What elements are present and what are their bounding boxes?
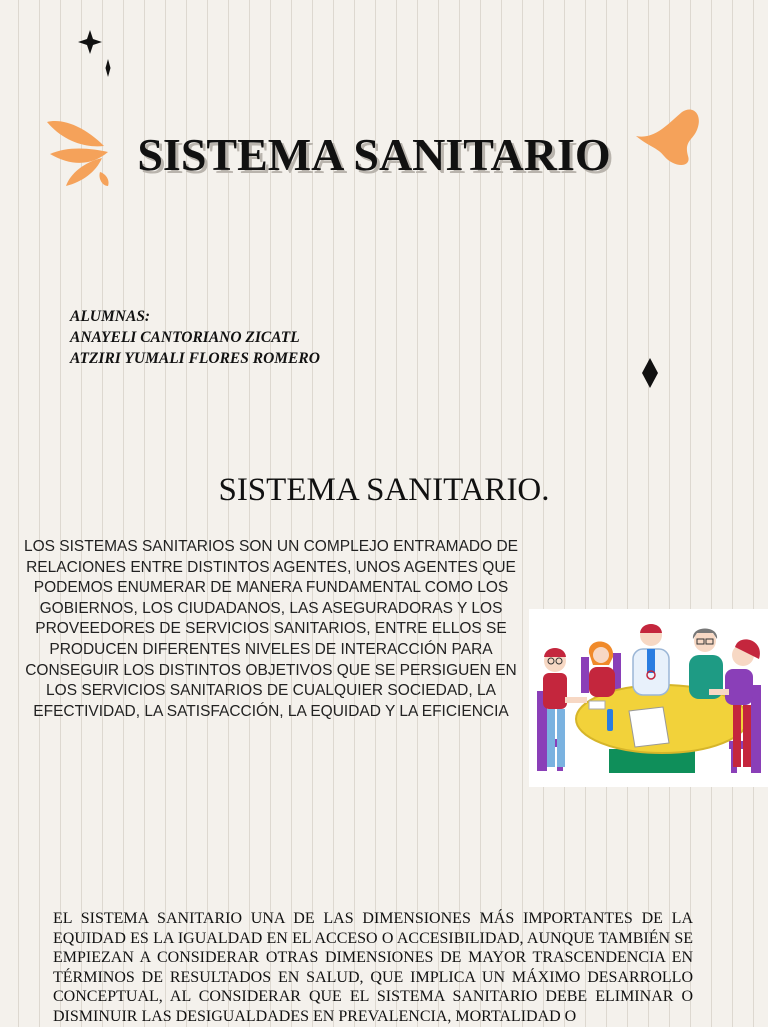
author-name: ANAYELI CANTORIANO ZICATL <box>70 329 300 346</box>
footer-paragraph: EL SISTEMA SANITARIO UNA DE LAS DIMENSIONES MÁS IMPORTANTES DE LA EQUIDAD ES LA IGUALDAD EN EL ACCESO O ACCESIBILIDAD, AUNQUE TAMBIÉN SE EMPIEZAN A CONSIDERAR OTRAS DIMENSIONES DE MAYOR TRASCENDENCIA EN TÉRMINOS DE RESULTADOS EN SALUD, QUE IMPLICA UN MÁXIMO DESARROLLO CONCEPTUAL, AL CONSIDERAR QUE EL SISTEMA SANITARIO DEBE ELIMINAR O DISMINUIR LAS DESIGUALDADES EN PREVALENCIA, MORTALIDAD O <box>53 910 693 1025</box>
section-title: SISTEMA SANITARIO. <box>218 472 550 508</box>
page-title: SISTEMA SANITARIO <box>137 129 611 180</box>
sparkle-icon <box>76 30 116 80</box>
authors-heading: ALUMNAS: <box>70 308 151 325</box>
authors-block <box>70 306 320 369</box>
author-name: ATZIRI YUMALI FLORES ROMERO <box>70 350 320 367</box>
meeting-illustration <box>529 609 768 787</box>
diamond-icon <box>641 358 659 388</box>
section-paragraph: LOS SISTEMAS SANITARIOS SON UN COMPLEJO ENTRAMADO DE RELACIONES ENTRE DISTINTOS AGENTES, UNOS AGENTES QUE PODEMOS ENUMERAR DE MANERA FUNDAMENTAL COMO LOS GOBIERNOS, LOS CIUDADANOS, LAS ASEGURADORAS Y LOS PROVEEDORES DE SERVICIOS SANITARIOS, ENTRE ELLOS SE PRODUCEN DIFERENTES NIVELES DE INTERACCIÓN PARA CONSEGUIR LOS DISTINTOS OBJETIVOS QUE SE PERSIGUEN EN LOS SERVICIOS SANITARIOS DE CUALQUIER SOCIEDAD, LA EFECTIVIDAD, LA SATISFACCIÓN, LA EQUIDAD Y LA EFICIENCIA <box>23 538 519 720</box>
